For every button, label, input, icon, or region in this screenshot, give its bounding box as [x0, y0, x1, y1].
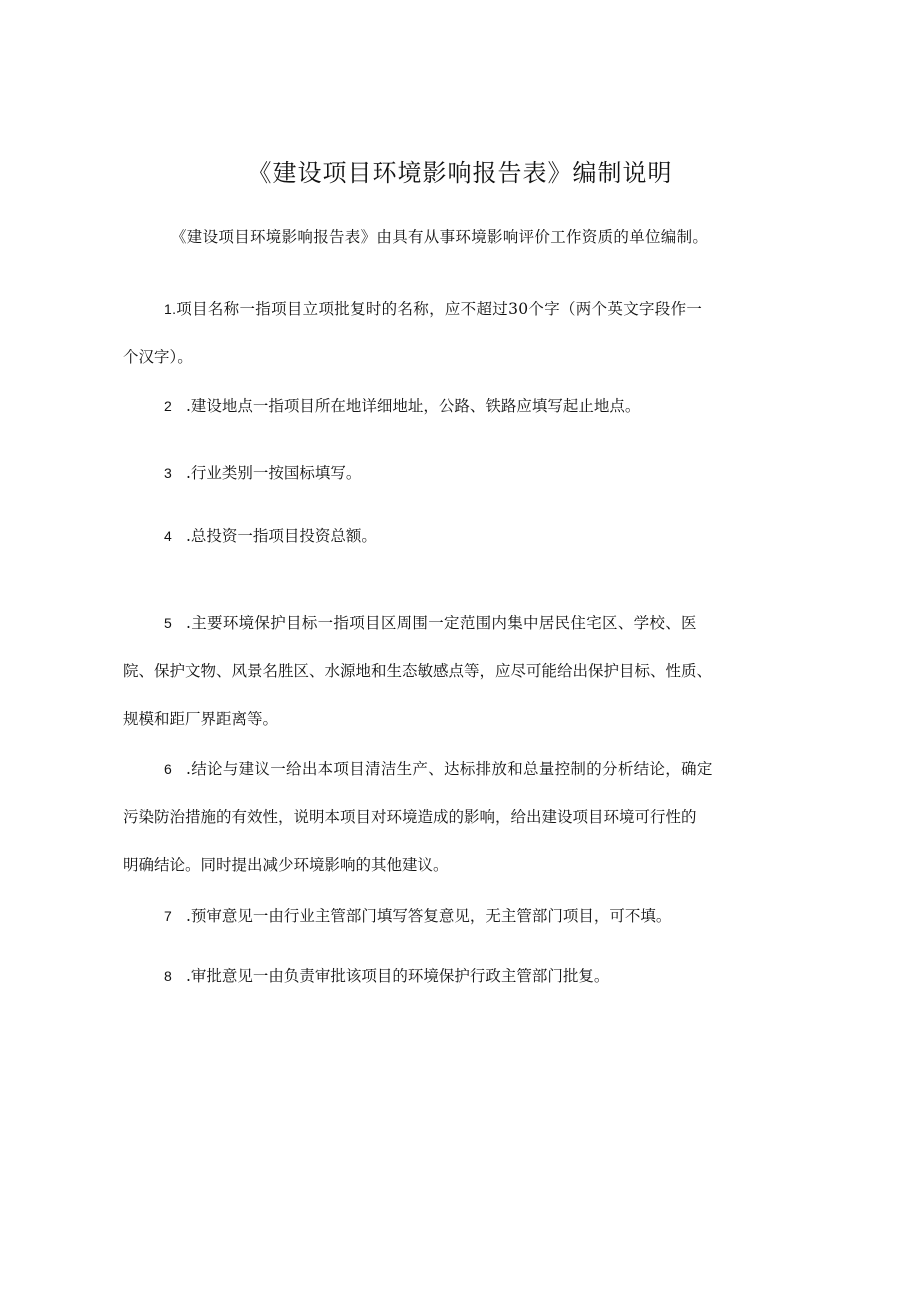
instruction-item-6-line-2 [123, 793, 814, 841]
instruction-item-3-number: 3 [164, 465, 172, 481]
instruction-item-5-text-3: 规模和距厂界距离等。 [123, 710, 279, 728]
instruction-item-7-line-1 [164, 892, 844, 940]
instruction-item-6-text-2: 污染防治措施的有效性，说明本项目对环境造成的影响，给出建设项目环境可行性的 [123, 808, 697, 826]
instruction-item-1-number: 1. [164, 301, 177, 317]
instruction-item-4-number: 4 [164, 528, 172, 544]
instruction-item-2 [164, 382, 844, 430]
instruction-item-7-number: 7 [164, 908, 172, 924]
intro-paragraph: 《建设项目环境影响报告表》由具有从事环境影响评价工作资质的单位编制。 [171, 228, 709, 246]
instruction-item-4 [164, 512, 844, 560]
instruction-item-5-line-3 [123, 695, 814, 743]
instruction-item-5-line-1 [164, 599, 814, 647]
instruction-item-6-text-1: .结论与建议一给出本项目清洁生产、达标排放和总量控制的分析结论，确定 [186, 760, 713, 778]
instruction-item-7-text-1: .预审意见一由行业主管部门填写答复意见，无主管部门项目，可不填。 [186, 907, 672, 925]
instruction-item-3 [164, 449, 844, 497]
instruction-item-1 [123, 285, 824, 381]
instruction-item-6-line-3 [123, 841, 814, 889]
instruction-item-2-line-1 [164, 382, 844, 430]
instruction-item-3-text-1: .行业类别一按国标填写。 [186, 464, 362, 482]
instruction-item-6 [123, 745, 814, 889]
instruction-item-1-text-1: 项目名称一指项目立项批复时的名称，应不超过30个字（两个英文字段作一 [176, 300, 703, 318]
instruction-item-5-text-2: 院、保护文物、风景名胜区、水源地和生态敏感点等，应尽可能给出保护目标、性质、 [123, 662, 713, 680]
instruction-item-2-text-1: .建设地点一指项目所在地详细地址，公路、铁路应填写起止地点。 [186, 397, 641, 415]
instruction-item-3-line-1 [164, 449, 844, 497]
instruction-item-5 [123, 599, 814, 743]
instruction-item-8-number: 8 [164, 968, 172, 984]
instruction-item-6-text-3: 明确结论。同时提出减少环境影响的其他建议。 [123, 856, 449, 874]
instruction-item-1-line-1 [164, 285, 824, 333]
instruction-item-4-line-1 [164, 512, 844, 560]
document-title: 《建设项目环境影响报告表》编制说明 [247, 159, 673, 187]
instruction-item-5-line-2 [123, 647, 814, 695]
instruction-item-5-number: 5 [164, 615, 173, 631]
instruction-item-2-number: 2 [164, 398, 172, 414]
instruction-item-6-number: 6 [164, 761, 173, 777]
instruction-item-8 [164, 952, 844, 1000]
instruction-item-8-line-1 [164, 952, 844, 1000]
instruction-item-7 [164, 892, 844, 940]
instruction-item-4-text-1: .总投资一指项目投资总额。 [186, 527, 377, 545]
instruction-item-1-text-2: 个汉字）。 [123, 348, 193, 366]
instruction-item-6-line-1 [164, 745, 814, 793]
instruction-item-8-text-1: .审批意见一由负责审批该项目的环境保护行政主管部门批复。 [186, 967, 610, 985]
instruction-item-5-text-1: .主要环境保护目标一指项目区周围一定范围内集中居民住宅区、学校、医 [186, 614, 697, 632]
instruction-item-1-line-2 [123, 333, 824, 381]
